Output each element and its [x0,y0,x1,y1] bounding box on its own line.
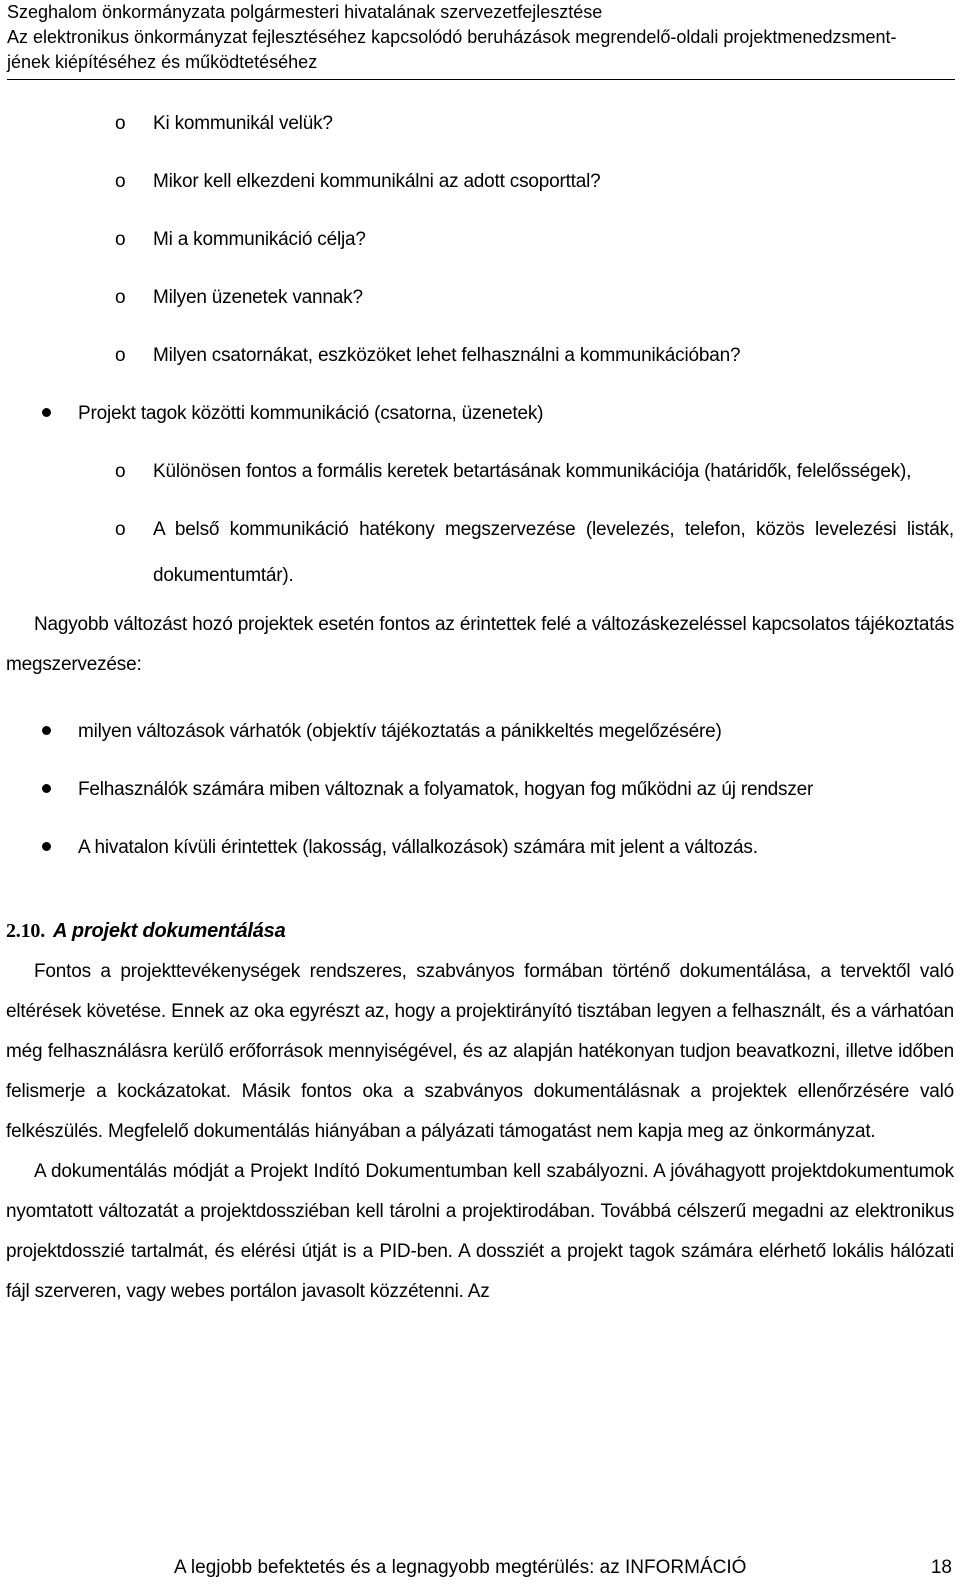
circle-bullet-icon: o [115,461,126,482]
list-item-text: milyen változások várhatók (objektív tájékoztatás a pánikkeltés megelőzésére) [78,721,722,742]
circle-bullet-icon: o [115,171,126,192]
list-item-text: Mikor kell elkezdeni kommunikálni az adott csoporttal? [153,171,601,192]
circle-bullet-icon: o [115,345,126,366]
list-item-text: Felhasználók számára miben változnak a folyamatok, hogyan fog működni az új rendszer [78,779,814,800]
list-item [6,327,954,385]
list-item [6,269,954,327]
header-line-3: jének kiépítéséhez és működtetéséhez [7,52,318,72]
project-communication-sublist [6,443,954,605]
bullet-icon [42,784,51,793]
circle-bullet-icon: o [115,229,126,250]
list-item-text: Különösen fontos a formális keretek betartásának kommunikációja (határidők, felelősségek), [153,461,912,482]
bullet-icon [42,408,51,417]
list-item [6,153,954,211]
list-item [6,819,954,877]
list-item [6,761,954,819]
project-communication-list [6,385,954,443]
section-number: 2.10. [6,920,46,942]
footer-text: A legjobb befektetés és a legnagyobb megtérülés: az INFORMÁCIÓ [174,1557,747,1578]
circle-bullet-icon: o [115,519,126,540]
list-item [6,385,954,443]
list-item-text: Milyen üzenetek vannak? [153,287,363,308]
document-body [6,95,954,1312]
list-item-text: A hivatalon kívüli érintettek (lakosság, vállalkozások) számára mit jelent a változás. [78,837,758,858]
page-header [7,0,955,80]
circle-bullet-icon: o [115,113,126,134]
header-line-2: Az elektronikus önkormányzat fejlesztéséhez kapcsolódó beruházások megrendelő-oldali projektmenedzsment- [7,27,897,47]
list-item-text: Ki kommunikál velük? [153,113,333,134]
list-item-text: Projekt tagok közötti kommunikáció (csatorna, üzenetek) [78,403,544,424]
page-number: 18 [930,1557,952,1578]
change-bullet-list [6,703,954,877]
documentation-paragraph-2: A dokumentálás módját a Projekt Indító Dokumentumban kell szabályozni. A jóváhagyott projektdokumentumok nyomtatott változatát a projektdossziéban kell tárolni a projektirodában. Továbbá célszerű megadni az elektronikus projektdosszié tartalmát, és elérési útját is a PID-ben. A dossziét a projekt tagok számára elérhető lokális hálózati fájl szerveren, vagy webes portálon javasolt közzétenni. Az [6,1161,954,1302]
list-item-text: Milyen csatornákat, eszközöket lehet felhasználni a kommunikációban? [153,345,741,366]
list-item [6,95,954,153]
list-item [6,703,954,761]
circle-bullet-icon: o [115,287,126,308]
intro-question-list [6,95,954,385]
list-item [6,211,954,269]
list-item [6,443,954,501]
documentation-paragraph-1: Fontos a projekttevékenységek rendszeres, szabványos formában történő dokumentálása, a tervektől való eltérések követése. Ennek az oka egyrészt az, hogy a projektirányító tisztában legyen a felhasznált, és a várhatóan még felhasználásra kerülő erőforrások mennyiségével, és az alapján hatékonyan tudjon beavatkozni, illetve időben felismerje a kockázatokat. Másik fontos oka a szabványos dokumentálásnak a projektek ellenőrzésére való felkészülés. Megfelelő dokumentálás hiányában a pályázati támogatást nem kapja meg az önkormányzat. [6,961,954,1142]
list-item-text: Mi a kommunikáció célja? [153,229,366,250]
list-item-text: A belső kommunikáció hatékony megszervezése (levelezés, telefon, közös levelezési listák, dokumentumtár). [153,519,954,586]
bullet-icon [42,726,51,735]
header-line-1: Szeghalom önkormányzata polgármesteri hivatalának szervezetfejlesztése [7,2,603,22]
section-heading [6,911,954,952]
change-management-paragraph: Nagyobb változást hozó projektek esetén fontos az érintettek felé a változáskezeléssel kapcsolatos tájékoztatás megszervezése: [6,614,954,675]
list-item [6,501,954,605]
page-footer [6,1548,952,1588]
bullet-icon [42,842,51,851]
section-title: A projekt dokumentálása [53,920,286,942]
